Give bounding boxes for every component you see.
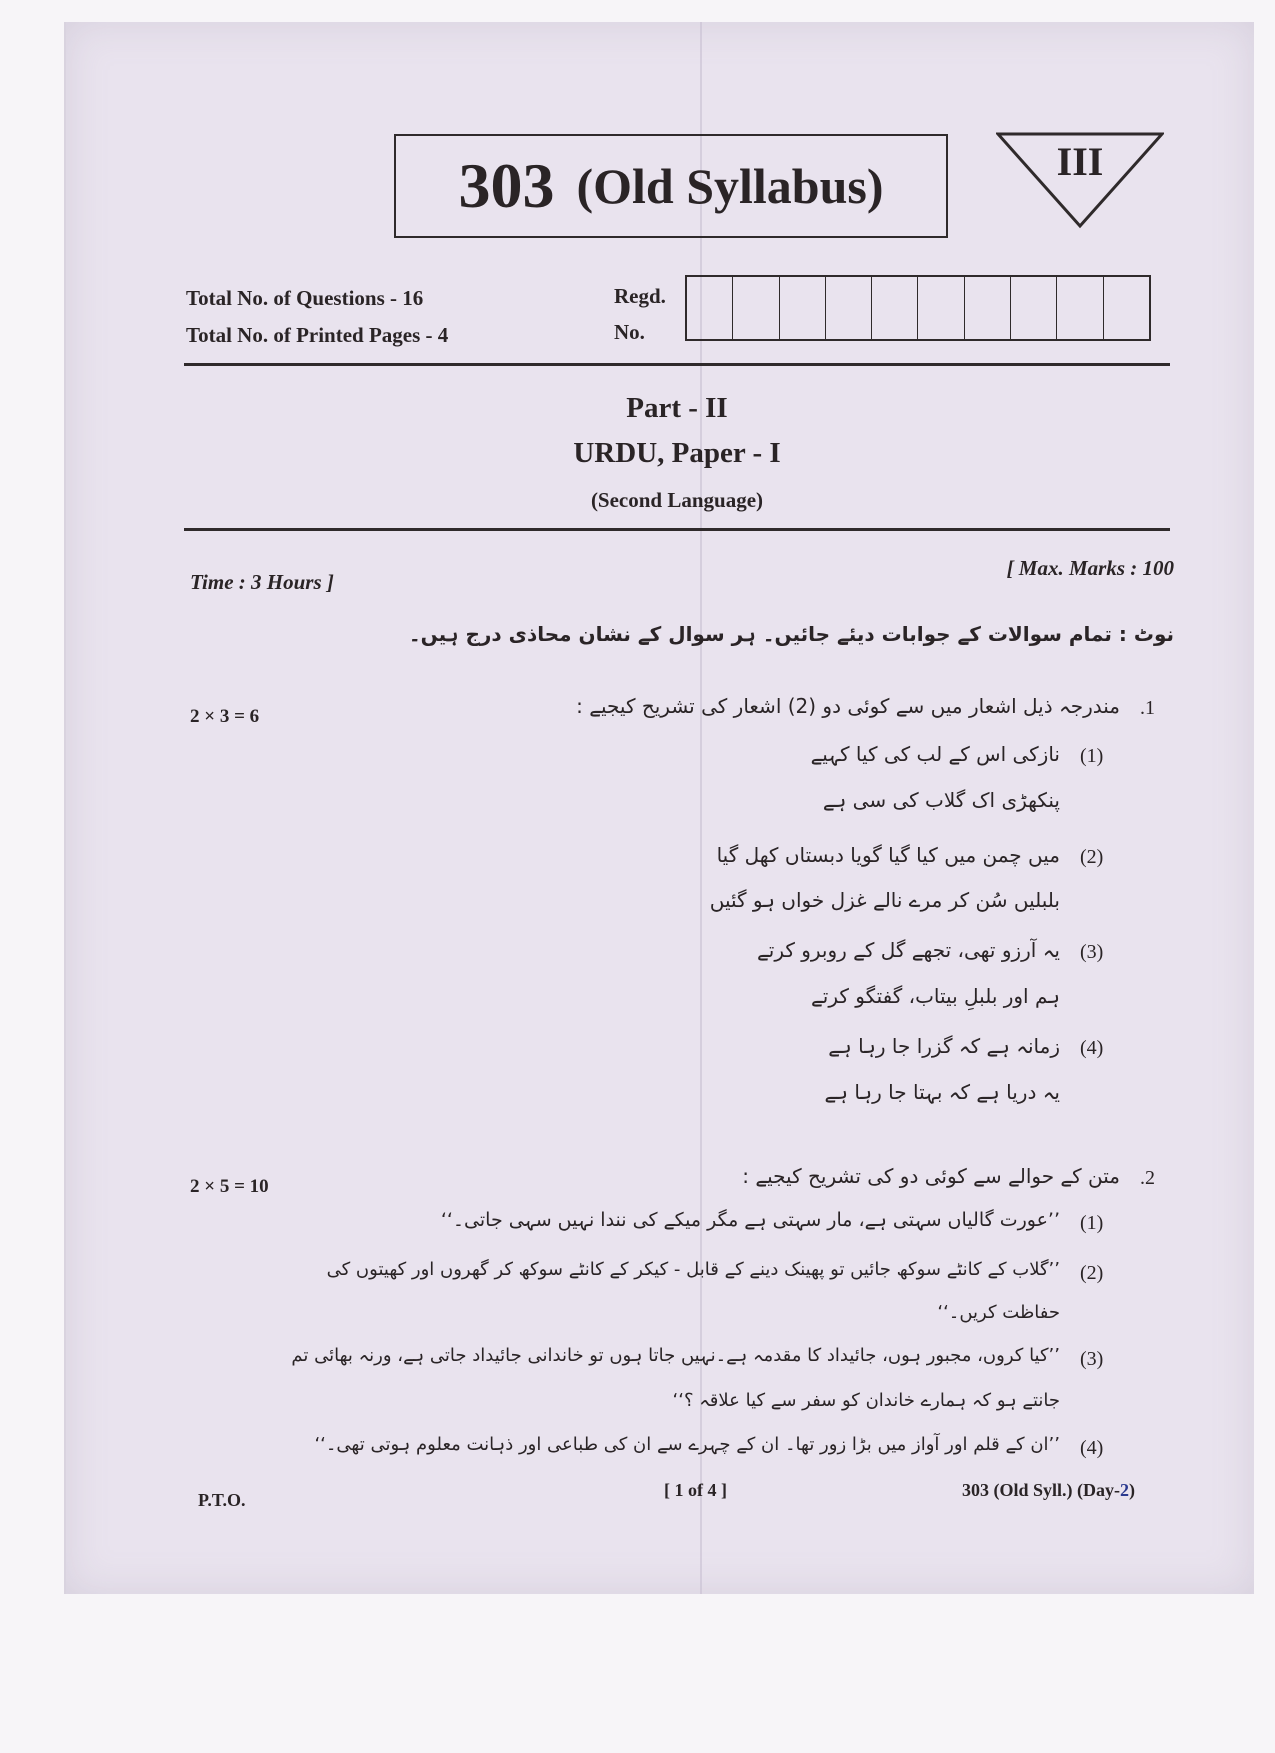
item-label: (4) <box>1080 1437 1104 1459</box>
language-title: (Second Language) <box>590 488 764 512</box>
couplet-line: نازکی اس کے لب کی کیا کہیے <box>810 742 1060 766</box>
regd-digit-box[interactable] <box>780 277 826 339</box>
pto-label: P.T.O. <box>198 1490 246 1510</box>
question-text: مندرجہ ذیل اشعار میں سے کوئی دو (2) اشعار کی تشریح کیجیے : <box>576 694 1120 718</box>
footer-code-text: 303 (Old Syll.) (Day- <box>962 1480 1121 1500</box>
couplet-line: یہ آرزو تھی، تجھے گل کے روبرو کرتے <box>757 938 1060 962</box>
regd-no-label: No. <box>614 320 645 344</box>
passage-line: حفاظت کریں۔‘‘ <box>937 1302 1060 1323</box>
passage-line: ’’گلاب کے کانٹے سوکھ جائیں تو پھینک دینے کے قابل - کیکر کے کانٹے سوکھ کر گھروں اور کھیتوں کی <box>326 1259 1060 1280</box>
regd-label: Regd. <box>614 284 666 308</box>
couplet-line: بلبلیں سُن کر مرے نالے غزل خواں ہو گئیں <box>709 888 1060 912</box>
day-number: 2 <box>1120 1480 1130 1500</box>
regd-digit-box[interactable] <box>687 277 733 339</box>
question-text: متن کے حوالے سے کوئی دو کی تشریح کیجیے : <box>742 1164 1120 1188</box>
part-title: Part - II <box>626 392 728 424</box>
passage-line: ’’کیا کروں، مجبور ہوں، جائیداد کا مقدمہ ہے۔نہیں جاتا ہوں تو خاندانی جائیداد جاتی ہے، ورنہ بھائی تم <box>291 1345 1060 1366</box>
time-label: Time : 3 Hours ] <box>190 570 334 594</box>
regd-digit-box[interactable] <box>826 277 872 339</box>
item-label: (2) <box>1080 1262 1104 1284</box>
couplet-line: میں چمن میں کیا گیا گویا دبستاں کھل گیا <box>716 843 1060 867</box>
passage-line: جانتے ہو کہ ہمارے خاندان کو سفر سے کیا علاقہ ؟‘‘ <box>672 1390 1060 1411</box>
couplet-line: یہ دریا ہے کہ بہتا جا رہا ہے <box>824 1080 1060 1104</box>
regd-digit-box[interactable] <box>1057 277 1103 339</box>
couplet-line: ہم اور بلبلِ بیتاب، گفتگو کرتے <box>811 984 1060 1008</box>
item-label: (1) <box>1080 745 1104 767</box>
passage-line: ’’عورت گالیاں سہتی ہے، مار سہتی ہے مگر میکے کی نندا نہیں سہی جاتی۔‘‘ <box>440 1209 1060 1231</box>
syllabus-label: (Old Syllabus) <box>576 158 884 214</box>
divider <box>184 363 1170 366</box>
regd-digit-box[interactable] <box>918 277 964 339</box>
subject-title: URDU, Paper - I <box>573 437 781 469</box>
regd-digit-box[interactable] <box>1104 277 1149 339</box>
regd-digit-box[interactable] <box>965 277 1011 339</box>
question-number: .2 <box>1140 1167 1155 1189</box>
max-marks-label: [ Max. Marks : 100 <box>1006 556 1174 580</box>
regd-digit-box[interactable] <box>872 277 918 339</box>
regd-digit-box[interactable] <box>733 277 779 339</box>
footer-code-close: ) <box>1129 1480 1136 1500</box>
couplet-line: زمانہ ہے کہ گزرا جا رہا ہے <box>828 1034 1060 1058</box>
item-label: (3) <box>1080 941 1104 963</box>
couplet-line: پنکھڑی اک گلاب کی سی ہے <box>822 788 1060 812</box>
paper-code-box <box>394 134 948 238</box>
question-marks: 2 × 5 = 10 <box>190 1176 269 1197</box>
registration-number-boxes[interactable] <box>685 275 1151 341</box>
item-label: (4) <box>1080 1037 1104 1059</box>
set-label: III <box>1056 139 1104 184</box>
total-pages: Total No. of Printed Pages - 4 <box>186 323 449 347</box>
question-marks: 2 × 3 = 6 <box>190 706 260 727</box>
divider <box>184 528 1170 531</box>
question-number: .1 <box>1140 697 1155 719</box>
page-number: [ 1 of 4 ] <box>664 1480 727 1500</box>
total-questions: Total No. of Questions - 16 <box>186 286 424 310</box>
item-label: (3) <box>1080 1348 1104 1370</box>
passage-line: ’’ان کے قلم اور آواز میں بڑا زور تھا۔ ان کے چہرے سے ان کی طباعی اور ذہانت معلوم ہوتی تھی۔‘‘ <box>314 1434 1060 1455</box>
footer-code <box>962 1480 1135 1501</box>
item-label: (1) <box>1080 1212 1104 1234</box>
regd-digit-box[interactable] <box>1011 277 1057 339</box>
instructions-note: نوٹ : تمام سوالات کے جوابات دیئے جائیں۔ ہر سوال کے نشان محاذی درج ہیں۔ <box>408 622 1174 646</box>
paper-code: 303 <box>458 150 555 221</box>
item-label: (2) <box>1080 846 1104 868</box>
